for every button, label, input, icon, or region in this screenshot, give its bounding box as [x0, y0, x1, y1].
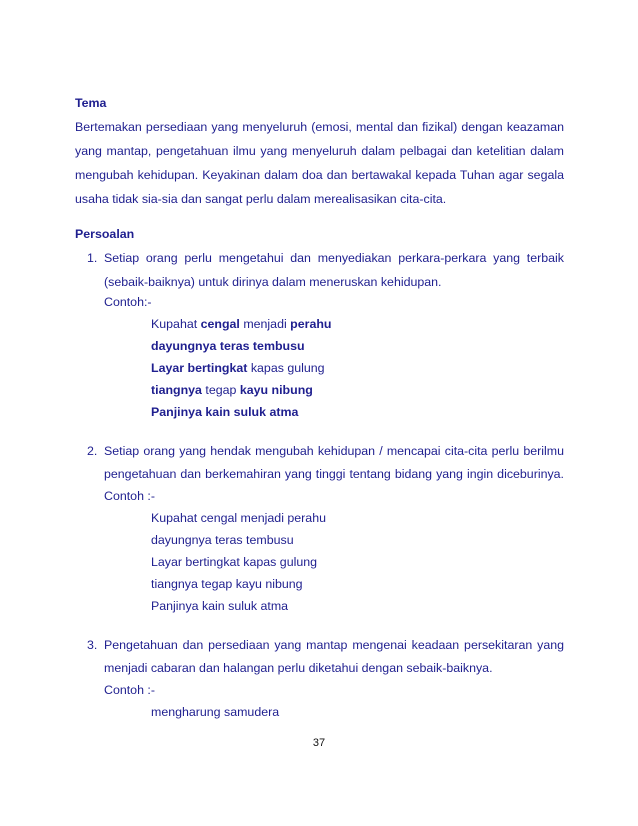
example-text-bold: dayungnya	[151, 339, 217, 353]
example-line	[151, 339, 305, 353]
example-line	[151, 317, 331, 331]
example-text: Kupahat	[151, 317, 201, 331]
list-item-number: 1.	[87, 251, 98, 265]
example-line: Layar bertingkat kapas gulung	[151, 555, 318, 569]
example-text-bold: Panjinya	[151, 405, 202, 419]
list-item-number: 2.	[87, 444, 98, 458]
tema-line: mengubah kehidupan. Keyakinan dalam doa dan bertawakal kepada Tuhan agar segala	[75, 168, 564, 182]
example-text-bold: kayu nibung	[239, 383, 313, 397]
list-item-line: menjadi cabaran dan halangan perlu diketahui dengan sebaik-baiknya.	[104, 661, 493, 675]
example-text: tegap	[201, 383, 240, 397]
example-text-bold: Layar bertingkat	[151, 361, 248, 375]
example-line: mengharung samudera	[151, 705, 280, 719]
list-item-line: Setiap orang perlu mengetahui dan menyediakan perkara-perkara yang terbaik	[104, 251, 564, 265]
tema-line: Bertemakan persediaan yang menyeluruh (emosi, mental dan fizikal) dengan keazaman	[75, 120, 564, 134]
example-label: Contoh :-	[104, 683, 155, 697]
tema-line: usaha tidak sia-sia dan sangat perlu dalam merealisasikan cita-cita.	[75, 192, 447, 206]
example-line: Kupahat cengal menjadi perahu	[151, 511, 326, 525]
example-text-bold: tiangnya	[151, 383, 202, 397]
persoalan-heading: Persoalan	[75, 227, 135, 241]
tema-line: yang mantap, pengetahuan ilmu yang menyeluruh dalam pelbagai dan ketelitian dalam	[75, 144, 564, 158]
tema-heading: Tema	[75, 96, 107, 110]
example-line: dayungnya teras tembusu	[151, 533, 294, 547]
list-item-number: 3.	[87, 638, 98, 652]
example-label: Contoh :-	[104, 489, 155, 503]
example-text-bold: teras tembusu	[216, 339, 305, 353]
example-line: Panjinya kain suluk atma	[151, 599, 289, 613]
list-item-line: (sebaik-baiknya) untuk dirinya dalam meneruskan kehidupan.	[104, 275, 442, 289]
list-item-line: Pengetahuan dan persediaan yang mantap mengenai keadaan persekitaran yang	[104, 638, 564, 652]
example-text-bold: kain suluk atma	[201, 405, 299, 419]
page-number: 37	[312, 737, 326, 749]
example-text-bold: perahu	[290, 317, 332, 331]
example-text: kapas gulung	[247, 361, 325, 375]
example-label: Contoh:-	[104, 295, 152, 309]
example-text: menjadi	[239, 317, 291, 331]
example-text-bold: cengal	[200, 317, 240, 331]
list-item-line: Setiap orang yang hendak mengubah kehidupan / mencapai cita-cita perlu berilmu	[104, 444, 564, 458]
example-line	[151, 361, 325, 375]
example-line	[151, 405, 298, 419]
list-item-line: pengetahuan dan berkemahiran yang tinggi tentang bidang yang ingin diceburinya.	[104, 467, 564, 481]
example-line: tiangnya tegap kayu nibung	[151, 577, 303, 591]
example-line	[151, 383, 313, 397]
